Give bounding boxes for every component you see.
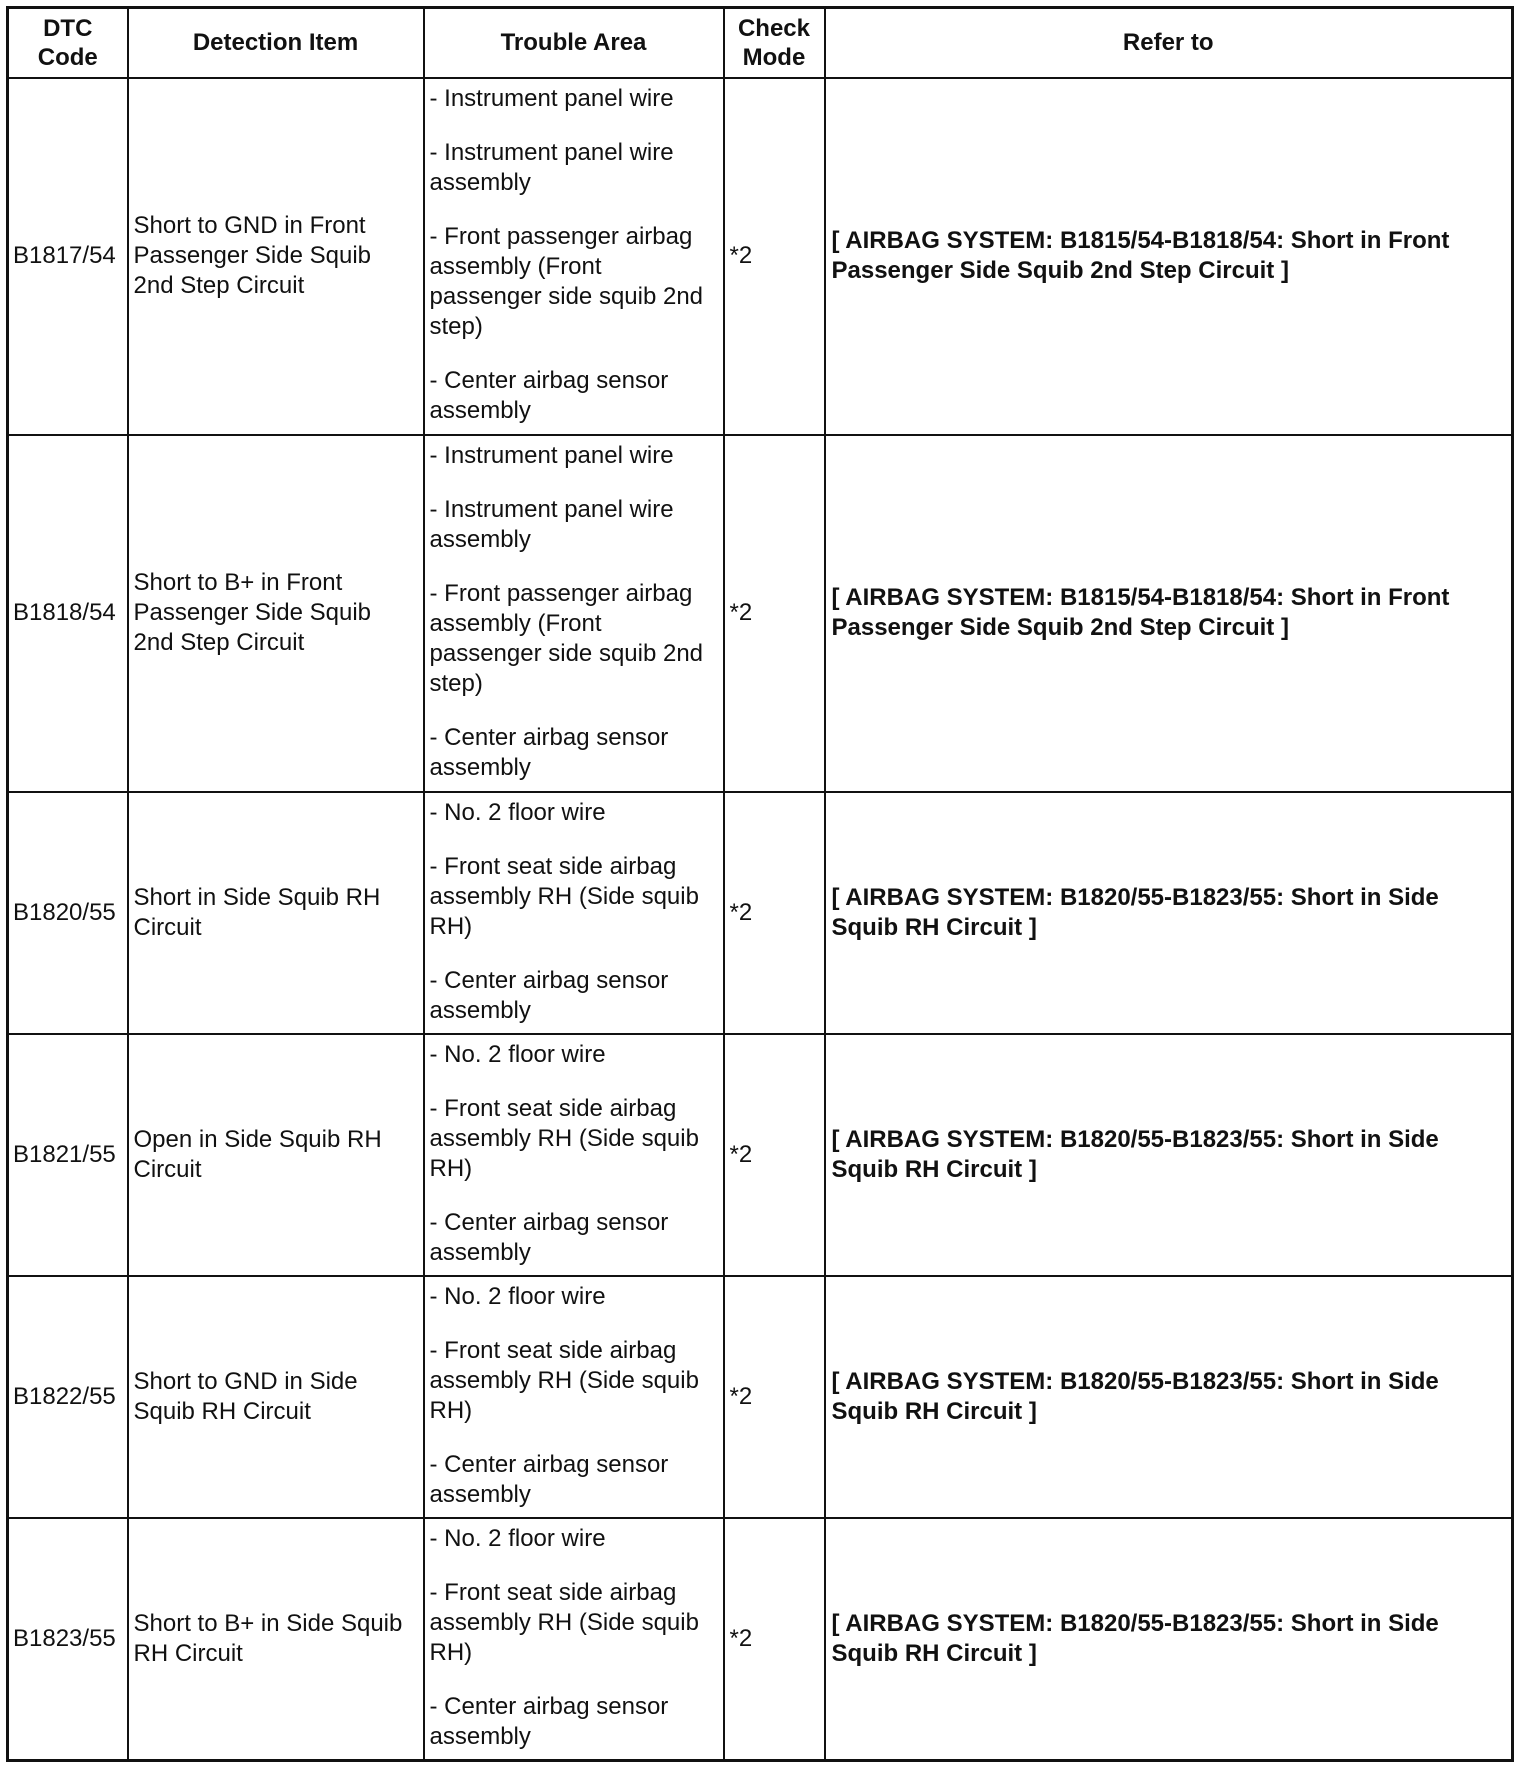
trouble-area-item: - Front passenger airbag assembly (Front passenger side squib 2nd step) [429,222,704,340]
header-trouble-area: Trouble Area [424,8,724,78]
detection-item-cell: Short to GND in Front Passenger Side Squib 2nd Step Circuit [128,78,424,435]
detection-item-cell: Short to GND in Side Squib RH Circuit [128,1276,424,1518]
table-row [8,792,1513,1034]
check-mode-cell: *2 [724,435,825,792]
check-mode-cell: *2 [724,792,825,1034]
table-row [8,78,1513,435]
dtc-code-cell: B1822/55 [8,1276,128,1518]
trouble-area-cell [424,435,724,792]
detection-item-cell: Open in Side Squib RH Circuit [128,1034,424,1276]
refer-to-link[interactable]: [ AIRBAG SYSTEM: B1820/55-B1823/55: Short in Side Squib RH Circuit ] [825,1034,1513,1276]
header-dtc-code-line1: DTC [43,14,93,42]
trouble-area-cell [424,1276,724,1518]
header-detection-item: Detection Item [128,8,424,78]
table-row [8,1276,1513,1518]
trouble-area-item: - Instrument panel wire assembly [429,495,674,553]
check-mode-cell: *2 [724,1034,825,1276]
trouble-area-item: - No. 2 floor wire [429,1041,606,1069]
trouble-area-item: - Center airbag sensor assembly [429,966,669,1024]
trouble-area-item: - Front seat side airbag assembly RH (Side squib RH) [429,1337,699,1425]
table-row [8,1034,1513,1276]
check-mode-cell: *2 [724,1518,825,1760]
refer-to-link[interactable]: [ AIRBAG SYSTEM: B1820/55-B1823/55: Short in Side Squib RH Circuit ] [825,1518,1513,1760]
trouble-area-item: - Front passenger airbag assembly (Front passenger side squib 2nd step) [429,579,704,697]
trouble-area-item: - No. 2 floor wire [429,1525,606,1553]
detection-item-cell: Short in Side Squib RH Circuit [128,792,424,1034]
dtc-table [6,6,1514,1762]
refer-to-link[interactable]: [ AIRBAG SYSTEM: B1815/54-B1818/54: Short in Front Passenger Side Squib 2nd Step Circuit ] [825,78,1513,435]
check-mode-cell: *2 [724,1276,825,1518]
header-dtc-code-line2: Code [37,43,98,71]
dtc-code-cell: B1823/55 [8,1518,128,1760]
trouble-area-item: - Instrument panel wire [429,441,674,469]
trouble-area-item: - Center airbag sensor assembly [429,1451,669,1509]
refer-to-link[interactable]: [ AIRBAG SYSTEM: B1815/54-B1818/54: Short in Front Passenger Side Squib 2nd Step Circuit ] [825,435,1513,792]
table-row [8,435,1513,792]
trouble-area-item: - Instrument panel wire [429,84,674,112]
dtc-code-cell: B1821/55 [8,1034,128,1276]
trouble-area-item: - Front seat side airbag assembly RH (Side squib RH) [429,852,699,940]
header-dtc-code [8,8,128,78]
trouble-area-item: - Instrument panel wire assembly [429,138,674,196]
table-header [8,8,1513,78]
dtc-code-cell: B1818/54 [8,435,128,792]
header-check-mode [724,8,825,78]
trouble-area-item: - No. 2 floor wire [429,1283,606,1311]
refer-to-link[interactable]: [ AIRBAG SYSTEM: B1820/55-B1823/55: Short in Side Squib RH Circuit ] [825,792,1513,1034]
table-row [8,1518,1513,1760]
detection-item-cell: Short to B+ in Side Squib RH Circuit [128,1518,424,1760]
trouble-area-item: - Center airbag sensor assembly [429,723,669,781]
header-check-mode-line2: Mode [742,43,806,71]
detection-item-cell: Short to B+ in Front Passenger Side Squib 2nd Step Circuit [128,435,424,792]
trouble-area-item: - Front seat side airbag assembly RH (Side squib RH) [429,1579,699,1667]
trouble-area-item: - No. 2 floor wire [429,798,606,826]
header-check-mode-line1: Check [737,14,811,42]
header-row [8,8,1513,78]
trouble-area-cell [424,1034,724,1276]
header-refer-to: Refer to [825,8,1513,78]
trouble-area-cell [424,792,724,1034]
table-body [8,78,1513,1761]
trouble-area-item: - Center airbag sensor assembly [429,366,669,424]
trouble-area-cell [424,1518,724,1760]
trouble-area-item: - Front seat side airbag assembly RH (Side squib RH) [429,1095,699,1183]
dtc-code-cell: B1817/54 [8,78,128,435]
trouble-area-item: - Center airbag sensor assembly [429,1693,669,1751]
dtc-code-cell: B1820/55 [8,792,128,1034]
refer-to-link[interactable]: [ AIRBAG SYSTEM: B1820/55-B1823/55: Short in Side Squib RH Circuit ] [825,1276,1513,1518]
trouble-area-cell [424,78,724,435]
check-mode-cell: *2 [724,78,825,435]
trouble-area-item: - Center airbag sensor assembly [429,1209,669,1267]
